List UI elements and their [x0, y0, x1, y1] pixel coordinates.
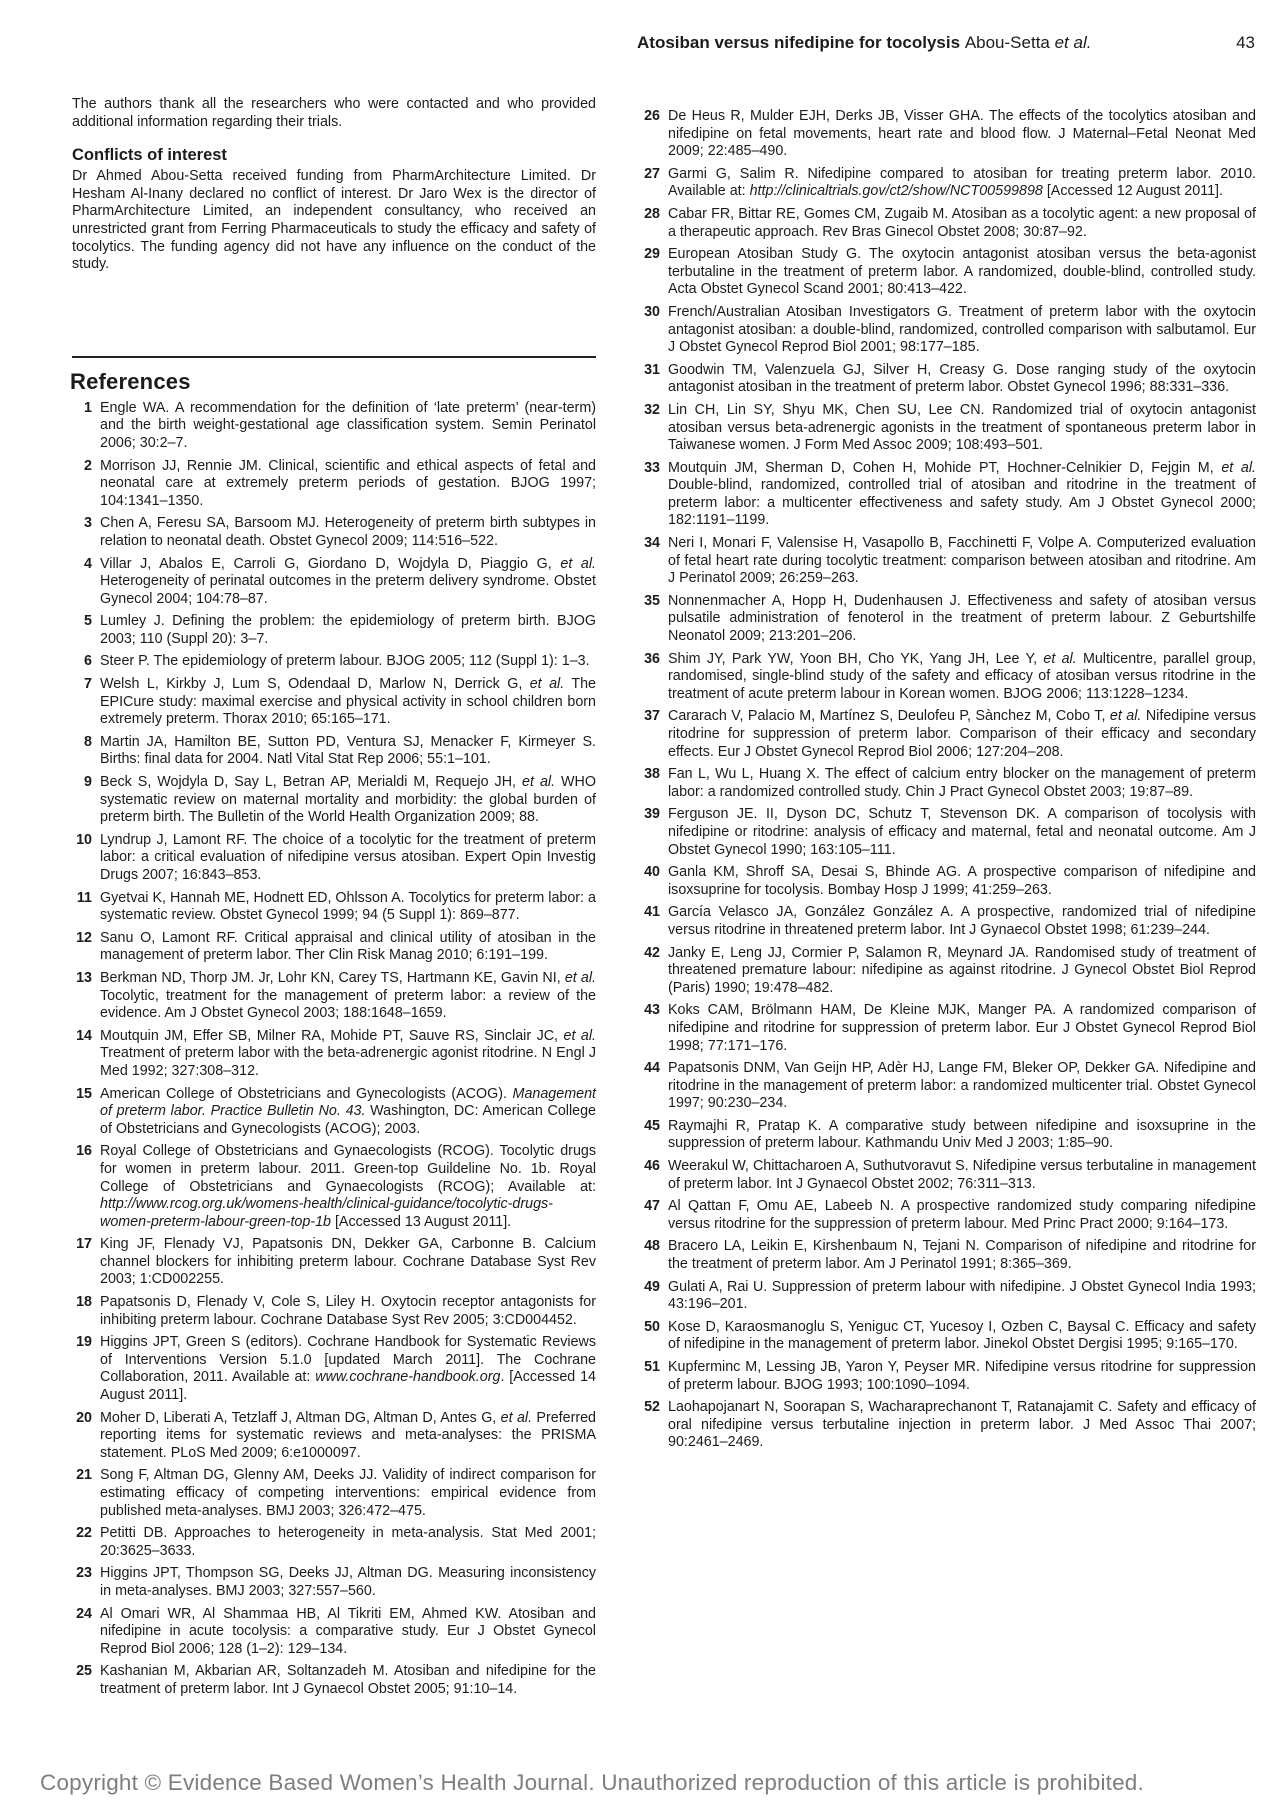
reference-item: [634, 904, 1256, 939]
reference-item: [634, 1198, 1256, 1233]
reference-item: [634, 651, 1256, 704]
reference-item: [66, 1410, 596, 1463]
et-al-label: et al.: [1054, 33, 1092, 52]
reference-item: [634, 806, 1256, 859]
reference-item: [66, 774, 596, 827]
reference-item: [634, 402, 1256, 455]
reference-number: 7: [84, 676, 92, 693]
reference-item: [634, 362, 1256, 397]
reference-text: Laohapojanart N, Soorapan S, Wacharaprechanont T, Ratanajamit C. Safety and efficacy of oral nifedipine versus terbutaline injection in preterm labor. J Med Assoc Thai 2007; 90:2461–2469.: [668, 1399, 1256, 1451]
references-list-left: [66, 400, 596, 1699]
article-authors: Abou-Setta: [964, 33, 1055, 52]
reference-text: Koks CAM, Brölmann HAM, De Kleine MJK, Manger PA. A randomized comparison of nifedipine and ritodrine for suppression of preterm labor. Eur J Obstet Gynecol Reprod Biol 1998; 77:171–176.: [668, 1002, 1256, 1054]
reference-item: [634, 1118, 1256, 1153]
reference-number: 34: [644, 535, 660, 552]
reference-text: Cararach V, Palacio M, Martínez S, Deulofeu P, Sànchez M, Cobo T, et al. Nifedipine versus ritodrine for suppression of preterm labor. Comparison of their efficacy and secondary effects. Eur J Obstet Gynecol Reprod Biol 2006; 127:204–208.: [668, 708, 1257, 760]
reference-text: Kupferminc M, Lessing JB, Yaron Y, Peyser MR. Nifedipine versus ritodrine for suppression of preterm labour. BJOG 1993; 100:1090–1094.: [668, 1359, 1256, 1393]
reference-text: Shim JY, Park YW, Yoon BH, Cho YK, Yang JH, Lee Y, et al. Multicentre, parallel group, randomised, single-blind study of the safety and efficacy of atosiban versus ritodrine in the treatment of acute preterm labour in Korean women. BJOG 2006; 113:1228–1234.: [668, 650, 1256, 702]
reference-number: 41: [644, 904, 660, 921]
reference-text: Moutquin JM, Effer SB, Milner RA, Mohide PT, Sauve RS, Sinclair JC, et al. Treatment of preterm labor with the beta-adrenergic agonist ritodrine. N Engl J Med 1992; 327:308–312.: [100, 1027, 596, 1079]
reference-item: [66, 556, 596, 609]
reference-number: 12: [76, 929, 92, 946]
reference-number: 28: [644, 205, 660, 222]
reference-item: [634, 864, 1256, 899]
reference-number: 8: [84, 733, 92, 750]
reference-item: [66, 653, 596, 671]
reference-item: [634, 1060, 1256, 1113]
reference-item: [634, 206, 1256, 241]
reference-text: Gulati A, Rai U. Suppression of preterm labour with nifedipine. J Obstet Gynecol India 1993; 43:196–201.: [668, 1278, 1256, 1313]
reference-text: King JF, Flenady VJ, Papatsonis DN, Dekker GA, Carbonne B. Calcium channel blockers for inhibiting preterm labour. Cochrane Database Syst Rev 2003; 1:CD002255.: [100, 1236, 596, 1288]
reference-text: Weerakul W, Chittacharoen A, Suthutvoravut S. Nifedipine versus terbutaline in management of preterm labor. Int J Gynaecol Obstet 2002; 76:311–313.: [668, 1158, 1256, 1192]
reference-number: 29: [644, 246, 660, 263]
reference-text: Lin CH, Lin SY, Shyu MK, Chen SU, Lee CN. Randomized trial of oxytocin antagonist atosiban versus beta-adrenergic agonists in the treatment of spontaneous preterm labor in Taiwanese women. J Form Med Assoc 2009; 108:493–501.: [668, 401, 1256, 454]
reference-number: 26: [644, 108, 660, 124]
reference-text: Morrison JJ, Rennie JM. Clinical, scientific and ethical aspects of fetal and neonatal care at extremely preterm periods of gestation. BJOG 1997; 104:1341–1350.: [100, 457, 596, 509]
running-head: [637, 33, 1255, 53]
reference-text: Papatsonis D, Flenady V, Cole S, Liley H. Oxytocin receptor antagonists for inhibiting preterm labour. Cochrane Database Syst Rev 2005; 3:CD004452.: [100, 1294, 596, 1328]
reference-number: 51: [644, 1359, 660, 1375]
reference-number: 25: [76, 1663, 92, 1680]
copyright-notice: Copyright © Evidence Based Women’s Health Journal. Unauthorized reproduction of this article is prohibited.: [40, 1770, 1144, 1795]
reference-text: Petitti DB. Approaches to heterogeneity in meta-analysis. Stat Med 2001; 20:3625–3633.: [100, 1525, 596, 1559]
reference-item: [634, 108, 1256, 161]
reference-item: [634, 766, 1256, 801]
reference-number: 15: [76, 1085, 92, 1102]
reference-text: Raymajhi R, Pratap K. A comparative study between nifedipine and isoxsuprine in the suppression of preterm labour. Kathmandu Univ Med J 2003; 1:85–90.: [668, 1117, 1256, 1152]
reference-number: 46: [644, 1158, 660, 1175]
reference-item: [66, 1086, 596, 1139]
article-title: Atosiban versus nifedipine for tocolysis: [637, 33, 961, 52]
reference-item: [634, 945, 1256, 998]
reference-number: 33: [644, 459, 660, 476]
reference-number: 13: [76, 969, 92, 986]
reference-item: [634, 535, 1256, 588]
reference-text: Ganla KM, Shroff SA, Desai S, Bhinde AG. A prospective comparison of nifedipine and isoxsuprine for tocolysis. Bombay Hosp J 1999; 41:259–263.: [668, 864, 1256, 898]
reference-item: [634, 1158, 1256, 1193]
left-column: [66, 96, 596, 1699]
reference-item: [634, 1002, 1256, 1055]
reference-item: [634, 593, 1256, 646]
reference-item: [66, 1525, 596, 1560]
reference-number: 9: [84, 774, 92, 791]
reference-number: 45: [644, 1117, 660, 1134]
reference-item: [66, 1236, 596, 1289]
reference-number: 20: [76, 1409, 92, 1426]
reference-number: 27: [644, 165, 660, 182]
reference-text: Goodwin TM, Valenzuela GJ, Silver H, Creasy G. Dose ranging study of the oxytocin antagonist atosiban in the treatment of preterm labor. Obstet Gynecol 1996; 88:331–336.: [668, 361, 1256, 396]
reference-text: Cabar FR, Bittar RE, Gomes CM, Zugaib M. Atosiban as a tocolytic agent: a new proposal of a therapeutic approach. Rev Bras Ginecol Obstet 2008; 30:87–92.: [668, 205, 1256, 240]
reference-item: [66, 832, 596, 885]
reference-number: 37: [644, 708, 660, 725]
reference-item: [66, 613, 596, 648]
reference-number: 44: [644, 1060, 660, 1077]
reference-number: 10: [76, 831, 92, 848]
reference-text: American College of Obstetricians and Gynecologists (ACOG). Management of preterm labor. Practice Bulletin No. 43. Washington, DC: American College of Obstetricians and Gynecologists (ACOG); 2003.: [100, 1085, 597, 1137]
reference-text: Engle WA. A recommendation for the definition of ‘late preterm’ (near-term) and the birth weight-gestational age classification system. Semin Perinatol 2006; 30:2–7.: [100, 399, 596, 451]
reference-text: Higgins JPT, Thompson SG, Deeks JJ, Altman DG. Measuring inconsistency in meta-analyses. BMJ 2003; 327:557–560.: [100, 1565, 596, 1599]
reference-text: Kose D, Karaosmanoglu S, Yeniguc CT, Yucesoy I, Ozben C, Baysal C. Efficacy and safety of nifedipine in the management of preterm labor. Jinekol Obstet Dergisi 1995; 9:165–170.: [668, 1318, 1256, 1353]
reference-number: 43: [644, 1002, 660, 1019]
reference-text: Al Omari WR, Al Shammaa HB, Al Tikriti EM, Ahmed KW. Atosiban and nifedipine in acute tocolysis: a comparative study. Eur J Obstet Gynecol Reprod Biol 2006; 128 (1–2): 129–134.: [100, 1605, 596, 1657]
reference-number: 50: [644, 1318, 660, 1335]
reference-number: 22: [76, 1525, 92, 1542]
reference-text: Chen A, Feresu SA, Barsoom MJ. Heterogeneity of preterm birth subtypes in relation to neonatal death. Obstet Gynecol 2009; 114:516–522.: [100, 515, 596, 549]
reference-item: [66, 400, 596, 453]
reference-text: Nonnenmacher A, Hopp H, Dudenhausen J. Effectiveness and safety of atosiban versus pulsatile administration of fenoterol in the treatment of preterm labour. Z Geburtshilfe Neonatol 2009; 213:201–206.: [668, 592, 1256, 645]
reference-text: Welsh L, Kirkby J, Lum S, Odendaal D, Marlow N, Derrick G, et al. The EPICure study: maximal exercise and physical activity in school children born extremely preterm. Thorax 2010; 65:165–171.: [100, 676, 596, 728]
conflicts-of-interest-heading: Conflicts of interest: [72, 146, 227, 165]
reference-number: 48: [644, 1238, 660, 1255]
reference-number: 35: [644, 592, 660, 609]
reference-item: [66, 676, 596, 729]
reference-number: 36: [644, 650, 660, 667]
right-column: [634, 96, 1256, 1452]
reference-number: 4: [84, 555, 92, 572]
reference-text: Janky E, Leng JJ, Cormier P, Salamon R, Meynard JA. Randomised study of treatment of threatened premature labour: nifedipine as against ritodrine. J Gynecol Obstet Biol Reprod (Paris) 1990; 19:478–482.: [668, 944, 1256, 996]
running-head-title-group: [637, 33, 1091, 53]
reference-text: Kashanian M, Akbarian AR, Soltanzadeh M. Atosiban and nifedipine for the treatment of preterm labor. Int J Gynaecol Obstet 2005; 91:10–14.: [100, 1663, 596, 1697]
reference-item: [634, 1238, 1256, 1273]
reference-number: 38: [644, 766, 660, 783]
reference-text: Royal College of Obstetricians and Gynaecologists (RCOG). Tocolytic drugs for women in preterm labour. 2011. Green-top Guildeline No. 1b. Royal College of Obstetricians and Gynaecologists (RCOG); Available at: http://www.rcog.org.uk/womens-health/clinical-guidance/tocolytic-drugs-women-preterm-labour-green-top-1b [Accessed 13 August 2011].: [100, 1143, 596, 1230]
reference-text: De Heus R, Mulder EJH, Derks JB, Visser GHA. The effects of the tocolytics atosiban and nifedipine on fetal movements, heart rate and blood flow. J Maternal–Fetal Neonat Med 2009; 22:485–490.: [668, 108, 1256, 160]
reference-number: 11: [76, 889, 92, 906]
reference-number: 16: [76, 1143, 92, 1160]
reference-number: 5: [84, 613, 92, 630]
reference-text: Moher D, Liberati A, Tetzlaff J, Altman DG, Altman D, Antes G, et al. Preferred reporting items for systematic reviews and meta-analyses: the PRISMA statement. PLoS Med 2009; 6:e1000097.: [100, 1409, 597, 1461]
reference-text: French/Australian Atosiban Investigators G. Treatment of preterm labor with the oxytocin antagonist atosiban: a double-blind, randomized, controlled comparison with salbutamol. Eur J Obstet Gynecol Reprod Biol 2001; 98:177–185.: [668, 303, 1256, 356]
page-number: 43: [1236, 33, 1255, 52]
reference-text: García Velasco JA, González González A. A prospective, randomized trial of nifedipine versus ritodrine in threatened preterm labor. Int J Gynaecol Obstet 1998; 61:239–244.: [668, 904, 1256, 938]
reference-item: [66, 1565, 596, 1600]
section-divider-rule: [72, 356, 596, 358]
reference-number: 1: [84, 399, 92, 416]
reference-text: Papatsonis DNM, Van Geijn HP, Adèr HJ, Lange FM, Bleker OP, Dekker GA. Nifedipine and ritodrine in the management of preterm labor: a randomized multicenter trial. Obstet Gynecol 1997; 90:230–234.: [668, 1060, 1256, 1112]
reference-text: Bracero LA, Leikin E, Kirshenbaum N, Tejani N. Comparison of nifedipine and ritodrine for the treatment of preterm labor. Am J Perinatol 1991; 8:365–369.: [668, 1238, 1256, 1273]
reference-number: 23: [76, 1565, 92, 1582]
reference-item: [66, 970, 596, 1023]
reference-number: 39: [644, 806, 660, 823]
reference-number: 24: [76, 1605, 92, 1622]
reference-text: Al Qattan F, Omu AE, Labeeb N. A prospective randomized study comparing nifedipine versus ritodrine for the suppression of preterm labour. Med Princ Pract 2000; 9:164–173.: [668, 1198, 1256, 1232]
reference-number: 19: [76, 1334, 92, 1351]
reference-item: [66, 734, 596, 769]
reference-item: [634, 1279, 1256, 1314]
reference-text: Moutquin JM, Sherman D, Cohen H, Mohide PT, Hochner-Celnikier D, Fejgin M, et al. Double-blind, randomized, controlled trial of atosiban and ritodrine in the treatment of preterm labor: a multicenter effectiveness and safety study. Am J Obstet Gynecol 2000; 182:1191–1199.: [668, 459, 1257, 529]
reference-number: 3: [84, 515, 92, 532]
reference-item: [66, 515, 596, 550]
reference-number: 6: [84, 653, 92, 670]
reference-text: Beck S, Wojdyla D, Say L, Betran AP, Merialdi M, Requejo JH, et al. WHO systematic review on maternal mortality and morbidity: the global burden of preterm birth. The Bulletin of the World Health Organization 2009; 88.: [100, 774, 596, 826]
reference-number: 40: [644, 864, 660, 881]
reference-number: 49: [644, 1278, 660, 1295]
reference-text: Higgins JPT, Green S (editors). Cochrane Handbook for Systematic Reviews of Interventions Version 5.1.0 [updated March 2011]. The Cochrane Collaboration, 2011. Available at: www.cochrane-handbook.org. [Accessed 14 August 2011].: [100, 1334, 596, 1404]
reference-item: [66, 1294, 596, 1329]
reference-text: Sanu O, Lamont RF. Critical appraisal and clinical utility of atosiban in the management of preterm labor. Ther Clin Risk Manag 2010; 6:191–199.: [100, 929, 596, 964]
reference-item: [634, 1359, 1256, 1394]
reference-number: 31: [644, 361, 660, 378]
reference-text: Villar J, Abalos E, Carroli G, Giordano D, Wojdyla D, Piaggio G, et al. Heterogeneity of perinatal outcomes in the preterm delivery syndrome. Obstet Gynecol 2004; 104:78–87.: [100, 555, 597, 607]
reference-text: Martin JA, Hamilton BE, Sutton PD, Ventura SJ, Menacker F, Kirmeyer S. Births: final data for 2004. Natl Vital Stat Rep 2006; 55:1–101.: [100, 733, 596, 768]
reference-item: [66, 1606, 596, 1659]
reference-text: Neri I, Monari F, Valensise H, Vasapollo B, Facchinetti F, Volpe A. Computerized evaluation of fetal heart rate during tocolytic treatment: comparison between atosiban and ritodrine. Am J Perinatol 2009; 26:259–263.: [668, 535, 1256, 587]
reference-item: [634, 304, 1256, 357]
reference-text: Steer P. The epidemiology of preterm labour. BJOG 2005; 112 (Suppl 1): 1–3.: [100, 653, 590, 670]
reference-number: 21: [76, 1467, 92, 1484]
acknowledgment-text: The authors thank all the researchers who were contacted and who provided additional information regarding their trials.: [72, 96, 596, 130]
reference-item: [634, 708, 1256, 761]
reference-number: 32: [644, 401, 660, 418]
reference-item: [634, 1399, 1256, 1452]
reference-number: 30: [644, 303, 660, 320]
reference-text: Lyndrup J, Lamont RF. The choice of a tocolytic for the treatment of preterm labor: a critical evaluation of nifedipine versus atosiban. Expert Opin Investig Drugs 2007; 16:843–853.: [100, 831, 596, 883]
conflicts-of-interest-text: Dr Ahmed Abou-Setta received funding from PharmArchitecture Limited. Dr Hesham Al-Inany declared no conflict of interest. Dr Jaro Wex is the director of PharmArchitecture Limited, an independent consultancy, who received an unrestricted grant from Ferring Pharmaceuticals to study the efficacy and safety of tocolytics. The funding agency did not have any influence on the conduct of the study.: [72, 168, 596, 273]
reference-text: Lumley J. Defining the problem: the epidemiology of preterm birth. BJOG 2003; 110 (Suppl 20): 3–7.: [100, 613, 596, 647]
reference-text: Song F, Altman DG, Glenny AM, Deeks JJ. Validity of indirect comparison for estimating efficacy of competing interventions: empirical evidence from published meta-analyses. BMJ 2003; 326:472–475.: [100, 1467, 596, 1519]
reference-number: 14: [76, 1027, 92, 1044]
reference-item: [66, 1028, 596, 1081]
reference-number: 42: [644, 944, 660, 961]
reference-item: [66, 890, 596, 925]
references-list-right: [634, 108, 1256, 1452]
reference-item: [634, 460, 1256, 530]
reference-item: [66, 1334, 596, 1404]
reference-item: [634, 166, 1256, 201]
reference-text: Ferguson JE. II, Dyson DC, Schutz T, Stevenson DK. A comparison of tocolysis with nifedipine or ritodrine: analysis of efficacy and maternal, fetal and neonatal outcome. Am J Obstet Gynecol 1990; 163:105–111.: [668, 806, 1256, 858]
reference-item: [634, 246, 1256, 299]
reference-item: [66, 1143, 596, 1231]
reference-item: [66, 1663, 596, 1698]
reference-text: Gyetvai K, Hannah ME, Hodnett ED, Ohlsson A. Tocolytics for preterm labor: a systematic review. Obstet Gynecol 1999; 94 (5 Suppl 1): 869–877.: [100, 889, 596, 924]
reference-number: 52: [644, 1399, 660, 1416]
reference-item: [66, 1467, 596, 1520]
reference-number: 18: [76, 1294, 92, 1311]
reference-number: 2: [84, 457, 92, 474]
reference-text: Berkman ND, Thorp JM. Jr, Lohr KN, Carey TS, Hartmann KE, Gavin NI, et al. Tocolytic, treatment for the management of preterm labor: a review of the evidence. Am J Obstet Gynecol 2003; 188:1648–1659.: [100, 969, 596, 1022]
reference-text: European Atosiban Study G. The oxytocin antagonist atosiban versus the beta-agonist terbutaline in the treatment of preterm labor. A randomized, double-blind, controlled study. Acta Obstet Gynecol Scand 2001; 80:413–422.: [668, 246, 1256, 298]
reference-item: [634, 1319, 1256, 1354]
reference-number: 17: [76, 1236, 92, 1253]
reference-item: [66, 458, 596, 511]
reference-number: 47: [644, 1198, 660, 1215]
references-heading: References: [70, 368, 191, 394]
reference-text: Fan L, Wu L, Huang X. The effect of calcium entry blocker on the management of preterm labor: a randomized controlled study. Chin J Pract Gynecol Obstet 2003; 19:87–89.: [668, 766, 1256, 800]
reference-text: Garmi G, Salim R. Nifedipine compared to atosiban for treating preterm labor. 2010. Available at: http://clinicaltrials.gov/ct2/show/NCT00599898 [Accessed 12 August 2011].: [668, 165, 1256, 200]
reference-item: [66, 930, 596, 965]
